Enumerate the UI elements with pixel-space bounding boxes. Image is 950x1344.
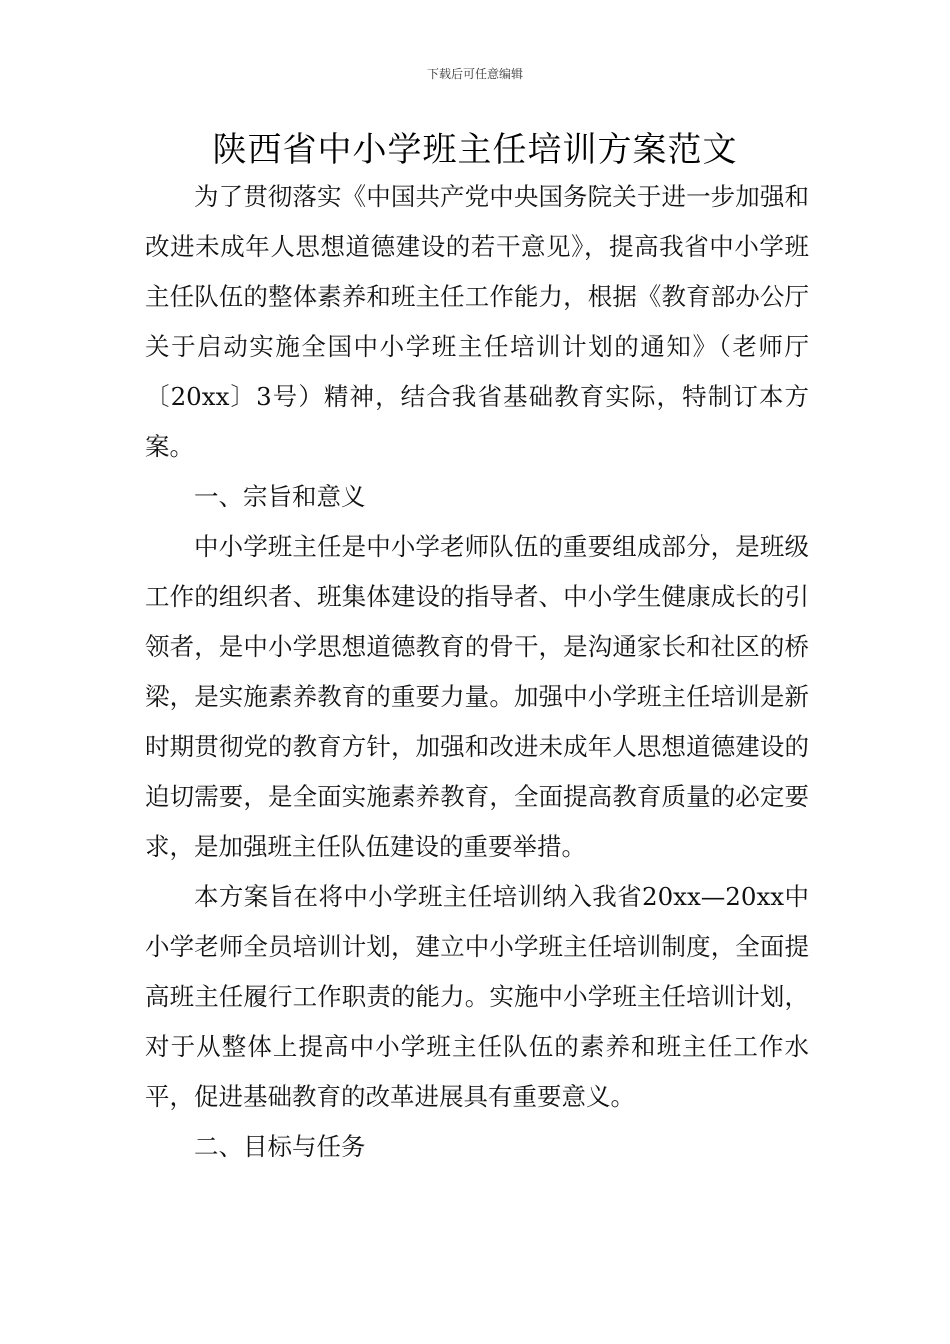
section-heading-goals: 二、目标与任务 [194, 1132, 366, 1161]
paragraph-intro: 为了贯彻落实《中国共产党中央国务院关于进一步加强和改进未成年人思想道德建设的若干意见》，提高我省中小学班主任队伍的整体素养和班主任工作能力，根据《教育部办公厅关于启动实施全国中小学班主任培训计划的通知》（老师厅〔20xx〕3号）精神，结合我省基础教育实际，特制订本方案。 [145, 182, 809, 461]
section-heading-purpose: 一、宗旨和意义 [194, 482, 366, 511]
page-header-note: 下载后可任意编辑 [426, 67, 523, 81]
document-body [145, 172, 809, 1172]
document-title: 陕西省中小学班主任培训方案范文 [212, 130, 738, 170]
paragraph-significance: 中小学班主任是中小学老师队伍的重要组成部分，是班级工作的组织者、班集体建设的指导者、中小学生健康成长的引领者，是中小学思想道德教育的骨干，是沟通家长和社区的桥梁，是实施素养教育的重要力量。加强中小学班主任培训是新时期贯彻党的教育方针，加强和改进未成年人思想道德建设的迫切需要，是全面实施素养教育，全面提高教育质量的必定要求，是加强班主任队伍建设的重要举措。 [145, 532, 809, 861]
paragraph-plan-aim: 本方案旨在将中小学班主任培训纳入我省20xx—20xx中小学老师全员培训计划，建立中小学班主任培训制度，全面提高班主任履行工作职责的能力。实施中小学班主任培训计划，对于从整体上提高中小学班主任队伍的素养和班主任工作水平，促进基础教育的改革进展具有重要意义。 [145, 882, 809, 1111]
